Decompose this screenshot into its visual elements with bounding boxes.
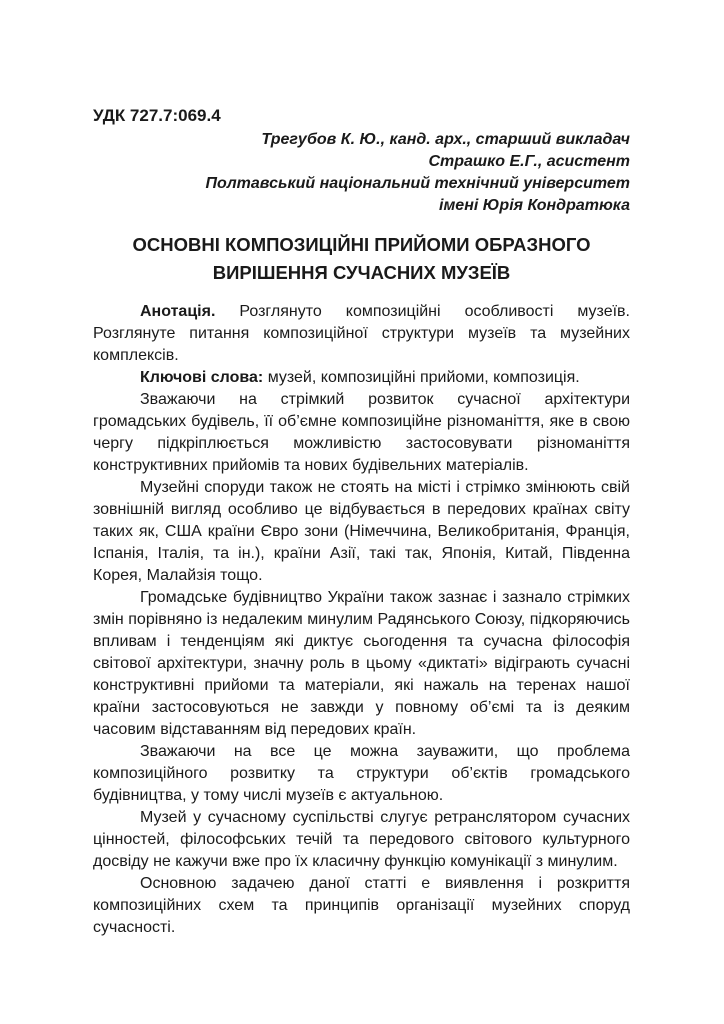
paragraph — [93, 807, 630, 873]
authors-block — [93, 129, 630, 217]
paragraph-keywords — [93, 367, 630, 389]
paragraph-text: Музей у сучасному суспільстві слугує ретранслятором сучасних цінностей, філософських течій та передового світового культурного досвіду не кажучи вже про їх класичну функцію комунікації з минулим. — [93, 809, 630, 870]
paragraph — [93, 389, 630, 477]
udc-code: УДК 727.7:069.4 — [93, 106, 221, 125]
paragraph-text: Громадське будівництво України також зазнає і зазнало стрімких змін порівняно із недалеким минулим Радянського Союзу, підкоряючись впливам і тенденціям які диктує сьогодення та сучасна філософія світової архітектури, значну роль в цьому «диктаті» відіграють сучасні конструктивні прийоми та матеріали, які нажаль на теренах нашої країни застосовуються не завжди у повному об’ємі та із деяким часовим відставанням від передових країн. — [93, 589, 630, 738]
annotation-label: Анотація. — [140, 303, 216, 320]
author-line: Трегубов К. Ю., канд. арх., старший викладач — [261, 131, 630, 148]
paragraph-text: Розглянуто композиційні особливості музеїв. Розглянуте питання композиційної структури музеїв та музейних комплексів. — [93, 303, 630, 364]
article-body — [93, 301, 630, 939]
paragraph-text: Зважаючи на стрімкий розвиток сучасної архітектури громадських будівель, її об’ємне композиційне різноманіття, яке в свою чергу підкріплюється можливістю застосовувати різноманіття конструктивних прийомів та нових будівельних матеріалів. — [93, 391, 630, 474]
paragraph-annotation — [93, 301, 630, 367]
paragraph — [93, 741, 630, 807]
article-title — [93, 231, 630, 287]
paragraph-text: Зважаючи на все це можна зауважити, що проблема композиційного розвитку та структури об’єктів громадського будівництва, у тому числі музеїв є актуальною. — [93, 743, 630, 804]
affiliation-line: імені Юрія Кондратюка — [439, 197, 630, 214]
paragraph — [93, 873, 630, 939]
author-line: Страшко Е.Г., асистент — [428, 153, 630, 170]
article-title-line: ОСНОВНІ КОМПОЗИЦІЙНІ ПРИЙОМИ ОБРАЗНОГО — [132, 234, 591, 255]
keywords-label: Ключові слова: — [140, 369, 264, 386]
paragraph-text: Музейні споруди також не стоять на місті і стрімко змінюють свій зовнішній вигляд особливо це відбувається в передових країнах світу таких як, США країни Євро зони (Німеччина, Великобританія, Франція, Іспанія, Італія, та ін.), країни Азії, такі так, Японія, Китай, Південна Корея, Малайзія тощо. — [93, 479, 630, 584]
paragraph-text: музей, композиційні прийоми, композиція. — [263, 369, 580, 386]
paragraph-text: Основною задачею даної статті е виявлення і розкриття композиційних схем та принципів організації музейних споруд сучасності. — [93, 875, 630, 936]
article-title-line: ВИРІШЕННЯ СУЧАСНИХ МУЗЕЇВ — [212, 262, 511, 283]
paragraph — [93, 587, 630, 741]
paragraph — [93, 477, 630, 587]
affiliation-line: Полтавський національний технічний університет — [205, 175, 630, 192]
